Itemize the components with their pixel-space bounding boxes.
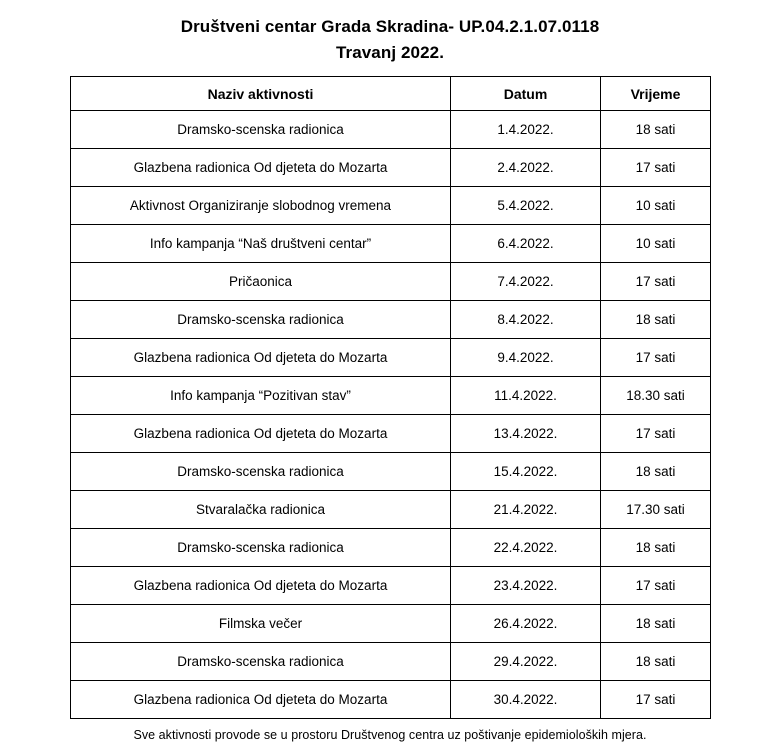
cell-time: 17 sati (601, 415, 711, 453)
cell-date: 15.4.2022. (451, 453, 601, 491)
cell-time: 17 sati (601, 339, 711, 377)
table-row (71, 415, 711, 453)
table-header-row (71, 77, 711, 111)
cell-date: 13.4.2022. (451, 415, 601, 453)
cell-time: 17 sati (601, 567, 711, 605)
table-header (71, 77, 711, 111)
cell-date: 26.4.2022. (451, 605, 601, 643)
cell-time: 17 sati (601, 681, 711, 719)
cell-activity: Glazbena radionica Od djeteta do Mozarta (71, 415, 451, 453)
cell-time: 10 sati (601, 187, 711, 225)
table-row (71, 111, 711, 149)
cell-time: 17 sati (601, 263, 711, 301)
cell-date: 30.4.2022. (451, 681, 601, 719)
cell-time: 18 sati (601, 111, 711, 149)
column-header-activity: Naziv aktivnosti (71, 77, 451, 111)
cell-time: 18.30 sati (601, 377, 711, 415)
table-row (71, 377, 711, 415)
cell-activity: Dramsko-scenska radionica (71, 529, 451, 567)
cell-time: 18 sati (601, 453, 711, 491)
cell-time: 17.30 sati (601, 491, 711, 529)
page-title: Društveni centar Grada Skradina- UP.04.2.1.07.0118 (180, 17, 600, 36)
cell-activity: Glazbena radionica Od djeteta do Mozarta (71, 149, 451, 187)
cell-activity: Glazbena radionica Od djeteta do Mozarta (71, 681, 451, 719)
cell-activity: Stvaralačka radionica (71, 491, 451, 529)
table-row (71, 643, 711, 681)
cell-activity: Pričaonica (71, 263, 451, 301)
cell-date: 7.4.2022. (451, 263, 601, 301)
table-row (71, 149, 711, 187)
cell-date: 22.4.2022. (451, 529, 601, 567)
column-header-time: Vrijeme (601, 77, 711, 111)
cell-date: 29.4.2022. (451, 643, 601, 681)
table-row (71, 491, 711, 529)
cell-date: 11.4.2022. (451, 377, 601, 415)
table-row (71, 339, 711, 377)
column-header-date: Datum (451, 77, 601, 111)
cell-activity: Info kampanja “Pozitivan stav” (71, 377, 451, 415)
cell-time: 10 sati (601, 225, 711, 263)
schedule-table-wrapper (70, 76, 710, 719)
footnote-text: Sve aktivnosti provode se u prostoru Društvenog centra uz poštivanje epidemioloških mjera. (133, 728, 647, 742)
cell-time: 17 sati (601, 149, 711, 187)
cell-date: 21.4.2022. (451, 491, 601, 529)
cell-time: 18 sati (601, 643, 711, 681)
table-row (71, 605, 711, 643)
cell-date: 1.4.2022. (451, 111, 601, 149)
cell-time: 18 sati (601, 529, 711, 567)
table-row (71, 681, 711, 719)
schedule-table (70, 76, 711, 719)
cell-activity: Glazbena radionica Od djeteta do Mozarta (71, 567, 451, 605)
cell-activity: Dramsko-scenska radionica (71, 111, 451, 149)
table-row (71, 187, 711, 225)
table-row (71, 453, 711, 491)
cell-activity: Filmska večer (71, 605, 451, 643)
page-subtitle: Travanj 2022. (335, 43, 445, 62)
table-body (71, 111, 711, 719)
cell-activity: Glazbena radionica Od djeteta do Mozarta (71, 339, 451, 377)
table-row (71, 301, 711, 339)
cell-date: 6.4.2022. (451, 225, 601, 263)
cell-activity: Aktivnost Organiziranje slobodnog vremena (71, 187, 451, 225)
cell-activity: Dramsko-scenska radionica (71, 301, 451, 339)
cell-time: 18 sati (601, 605, 711, 643)
table-row (71, 225, 711, 263)
table-row (71, 263, 711, 301)
table-row (71, 567, 711, 605)
cell-activity: Dramsko-scenska radionica (71, 453, 451, 491)
cell-date: 5.4.2022. (451, 187, 601, 225)
cell-activity: Info kampanja “Naš društveni centar” (71, 225, 451, 263)
table-row (71, 529, 711, 567)
cell-date: 9.4.2022. (451, 339, 601, 377)
cell-activity: Dramsko-scenska radionica (71, 643, 451, 681)
document-header (0, 0, 780, 66)
cell-date: 23.4.2022. (451, 567, 601, 605)
cell-date: 2.4.2022. (451, 149, 601, 187)
cell-time: 18 sati (601, 301, 711, 339)
cell-date: 8.4.2022. (451, 301, 601, 339)
